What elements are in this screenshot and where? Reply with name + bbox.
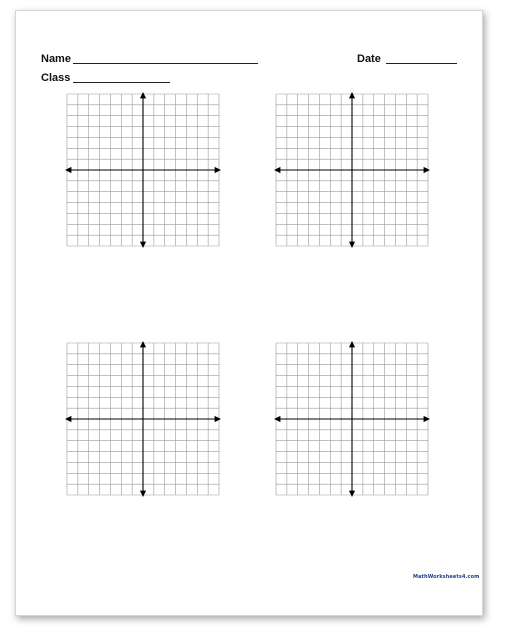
class-line	[73, 82, 170, 83]
y-axis-up-arrow-icon	[140, 341, 146, 347]
x-axis-right-arrow-icon	[215, 416, 221, 422]
date-line	[386, 63, 457, 64]
x-axis-left-arrow-icon	[65, 167, 71, 173]
class-label: Class	[41, 72, 71, 84]
x-axis-left-arrow-icon	[274, 416, 280, 422]
y-axis-down-arrow-icon	[349, 242, 355, 248]
coordinate-grid-top-right	[273, 91, 431, 249]
y-axis-down-arrow-icon	[349, 491, 355, 497]
name-line	[73, 63, 258, 64]
date-label: Date	[357, 53, 381, 65]
x-axis-left-arrow-icon	[274, 167, 280, 173]
coordinate-grid-top-left	[64, 91, 222, 249]
x-axis-left-arrow-icon	[65, 416, 71, 422]
name-label: Name	[41, 53, 71, 65]
site-logo: MathWorksheets4.com	[413, 574, 480, 580]
x-axis-right-arrow-icon	[215, 167, 221, 173]
x-axis-right-arrow-icon	[424, 416, 430, 422]
x-axis-right-arrow-icon	[424, 167, 430, 173]
y-axis-down-arrow-icon	[140, 491, 146, 497]
worksheet-page	[15, 10, 483, 616]
coordinate-grid-bottom-left	[64, 340, 222, 498]
y-axis-up-arrow-icon	[349, 341, 355, 347]
coordinate-grid-bottom-right	[273, 340, 431, 498]
y-axis-up-arrow-icon	[349, 92, 355, 98]
y-axis-down-arrow-icon	[140, 242, 146, 248]
y-axis-up-arrow-icon	[140, 92, 146, 98]
